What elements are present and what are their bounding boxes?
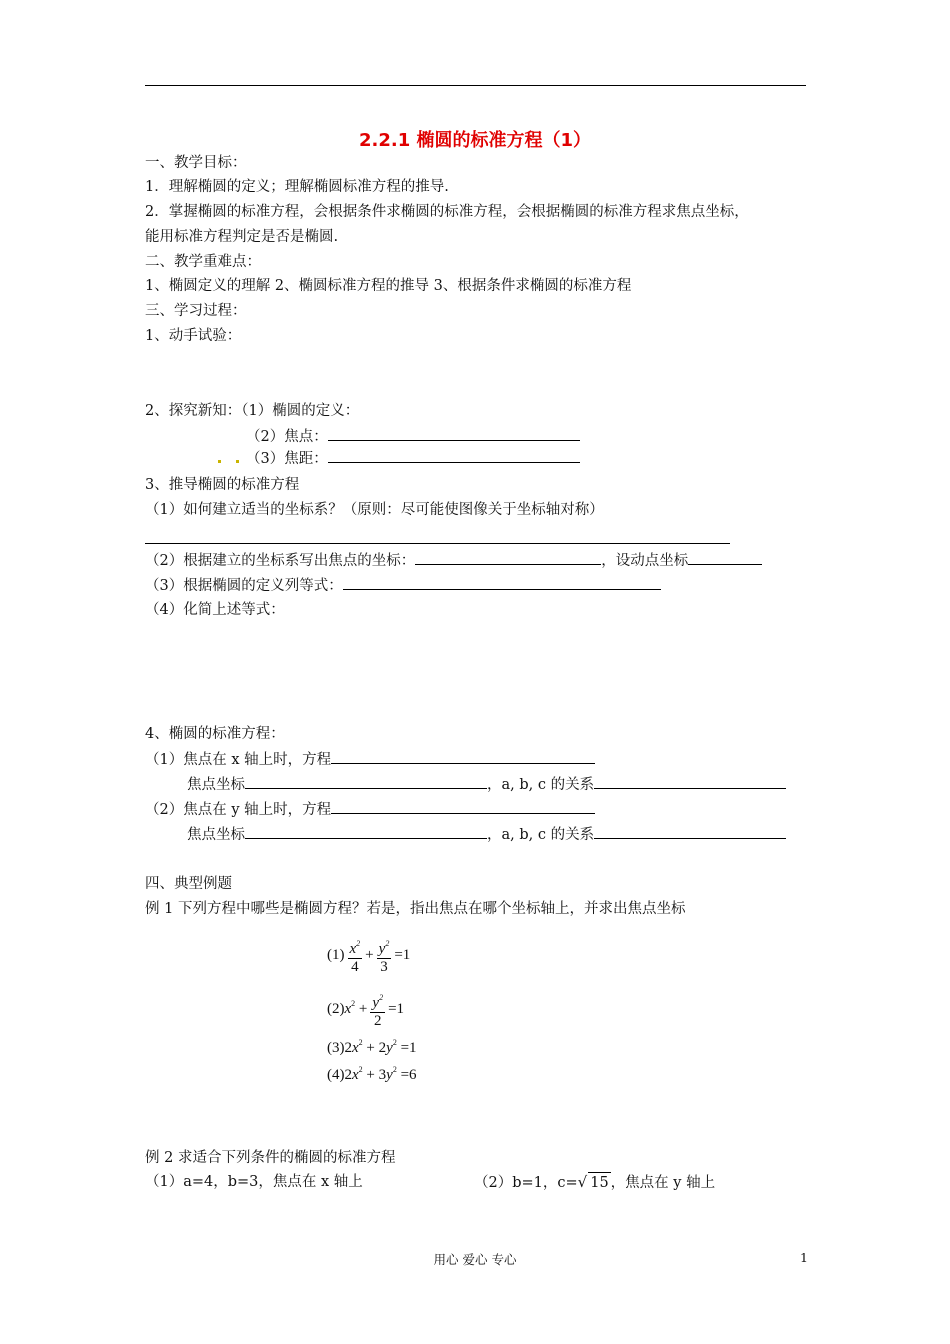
step-4-label: 4、椭圆的标准方程： <box>145 726 285 742</box>
exponent: 2 <box>379 993 384 1003</box>
goals-heading: 一、教学目标： <box>145 155 247 171</box>
example-2-part-2 <box>474 1172 715 1193</box>
fraction <box>370 989 385 1030</box>
footer-motto: 用心 爱心 专心 <box>433 1252 517 1267</box>
x-abc-relation-blank[interactable] <box>594 774 786 789</box>
plus-sign: + <box>365 947 374 963</box>
numerator: x <box>349 941 357 958</box>
part-2-text: （2）b=1，c= <box>474 1175 578 1191</box>
variable: y <box>386 1067 393 1083</box>
sqrt-radicand: 15 <box>588 1172 610 1193</box>
y-axis-equation-label: （2）焦点在 y 轴上时，方程 <box>145 802 332 818</box>
equation-2 <box>327 984 404 1030</box>
x-axis-equation-label: （1）焦点在 x 轴上时，方程 <box>145 752 332 768</box>
distance-blank[interactable] <box>328 448 580 463</box>
eq-label: (4)2 <box>327 1067 352 1083</box>
step-3-3 <box>145 575 661 596</box>
eq-label: (3)2 <box>327 1040 352 1056</box>
exponent: 2 <box>358 1038 363 1047</box>
denominator: 4 <box>351 959 359 976</box>
moving-point-label: ，设动点坐标 <box>601 553 689 569</box>
eq-label: (2) <box>327 1001 345 1017</box>
focus-coordinate-blank[interactable] <box>415 550 601 565</box>
coordinate-answer-line[interactable] <box>145 543 730 544</box>
exponent: 2 <box>358 1065 363 1074</box>
goal-2-line2: 能用标准方程判定是否是椭圆. <box>145 229 339 245</box>
sqrt-sign: √ <box>577 1173 588 1191</box>
y-axis-equation-blank[interactable] <box>331 799 595 814</box>
step-3-3-text: （3）根据椭圆的定义列等式： <box>145 578 343 594</box>
step-4-2 <box>145 799 595 820</box>
exponent: 2 <box>385 939 390 949</box>
exponent: 2 <box>351 999 356 1008</box>
step-2-distance <box>246 448 580 469</box>
exponent: 2 <box>356 939 361 949</box>
eq-rhs: =1 <box>394 947 411 963</box>
eq-rhs: =1 <box>388 1001 405 1017</box>
definition-equation-blank[interactable] <box>343 575 661 590</box>
variable: x <box>344 1001 352 1017</box>
step-4-1-focus <box>187 774 786 795</box>
numerator: y <box>372 995 380 1012</box>
step-3-1: （1）如何建立适当的坐标系？（原则：尽可能使图像关于坐标轴对称） <box>145 502 604 518</box>
step-4-1 <box>145 749 595 770</box>
page-title: 2.2.1 椭圆的标准方程（1） <box>358 130 592 151</box>
header-rule <box>145 85 806 86</box>
difficulty-items: 1、椭圆定义的理解 2、椭圆标准方程的推导 3、根据条件求椭圆的标准方程 <box>145 278 632 294</box>
eq-mid: + 3 <box>366 1067 387 1083</box>
focus-label: （2）焦点： <box>246 429 328 445</box>
focus-coord-label: 焦点坐标 <box>187 777 245 793</box>
dot-mark <box>236 460 239 463</box>
abc-relation-label: ，a, b, c 的关系 <box>487 827 595 843</box>
y-focus-coord-blank[interactable] <box>245 824 487 839</box>
x-focus-coord-blank[interactable] <box>245 774 487 789</box>
focus-coord-label: 焦点坐标 <box>187 827 245 843</box>
exponent: 2 <box>392 1038 397 1047</box>
equation-4 <box>327 1060 417 1085</box>
abc-relation-label: ，a, b, c 的关系 <box>487 777 595 793</box>
focus-blank[interactable] <box>328 426 580 441</box>
process-heading: 三、学习过程： <box>145 303 247 319</box>
numerator: y <box>378 941 386 958</box>
example-1-prompt: 例 1 下列方程中哪些是椭圆方程？若是，指出焦点在哪个坐标轴上，并求出焦点坐标 <box>145 901 686 917</box>
variable: x <box>352 1067 359 1083</box>
denominator: 2 <box>373 1013 382 1030</box>
x-axis-equation-blank[interactable] <box>331 749 595 764</box>
step-3-2 <box>145 550 762 571</box>
difficulty-heading: 二、教学重难点： <box>145 254 261 270</box>
eq-label: (1) <box>327 947 345 963</box>
eq-rhs: =1 <box>400 1040 417 1056</box>
fraction <box>348 935 363 976</box>
part-2-tail: ，焦点在 y 轴上 <box>610 1175 716 1191</box>
eq-mid: + 2 <box>366 1040 387 1056</box>
equation-1 <box>327 935 410 976</box>
goal-1: 1．理解椭圆的定义；理解椭圆标准方程的推导. <box>145 179 449 195</box>
step-1-label: 1、动手试验： <box>145 328 242 344</box>
eq-rhs: =6 <box>400 1067 417 1083</box>
page-number: 1 <box>800 1250 808 1265</box>
moving-point-blank[interactable] <box>688 550 762 565</box>
example-2-prompt: 例 2 求适合下列条件的椭圆的标准方程 <box>145 1150 396 1166</box>
variable: y <box>386 1040 393 1056</box>
goal-2-line1: 2．掌握椭圆的标准方程，会根据条件求椭圆的标准方程，会根据椭圆的标准方程求焦点坐标， <box>145 204 749 220</box>
variable: x <box>352 1040 359 1056</box>
distance-label: （3）焦距： <box>246 451 328 467</box>
fraction <box>377 935 392 976</box>
step-3-label: 3、推导椭圆的标准方程 <box>145 477 300 493</box>
y-abc-relation-blank[interactable] <box>594 824 786 839</box>
denominator: 3 <box>380 959 388 976</box>
equation-3 <box>327 1033 417 1058</box>
step-2-focus <box>246 426 580 447</box>
dot-mark <box>218 460 221 463</box>
step-2-label: 2、探究新知：（1）椭圆的定义： <box>145 403 360 419</box>
exponent: 2 <box>392 1065 397 1074</box>
plus-sign: + <box>358 1001 368 1017</box>
step-4-2-focus <box>187 824 786 845</box>
example-2-part-1: （1）a=4，b=3，焦点在 x 轴上 <box>145 1174 363 1190</box>
examples-heading: 四、典型例题 <box>145 876 232 892</box>
step-3-2-text: （2）根据建立的坐标系写出焦点的坐标： <box>145 553 416 569</box>
step-3-4: （4）化简上述等式： <box>145 602 285 618</box>
